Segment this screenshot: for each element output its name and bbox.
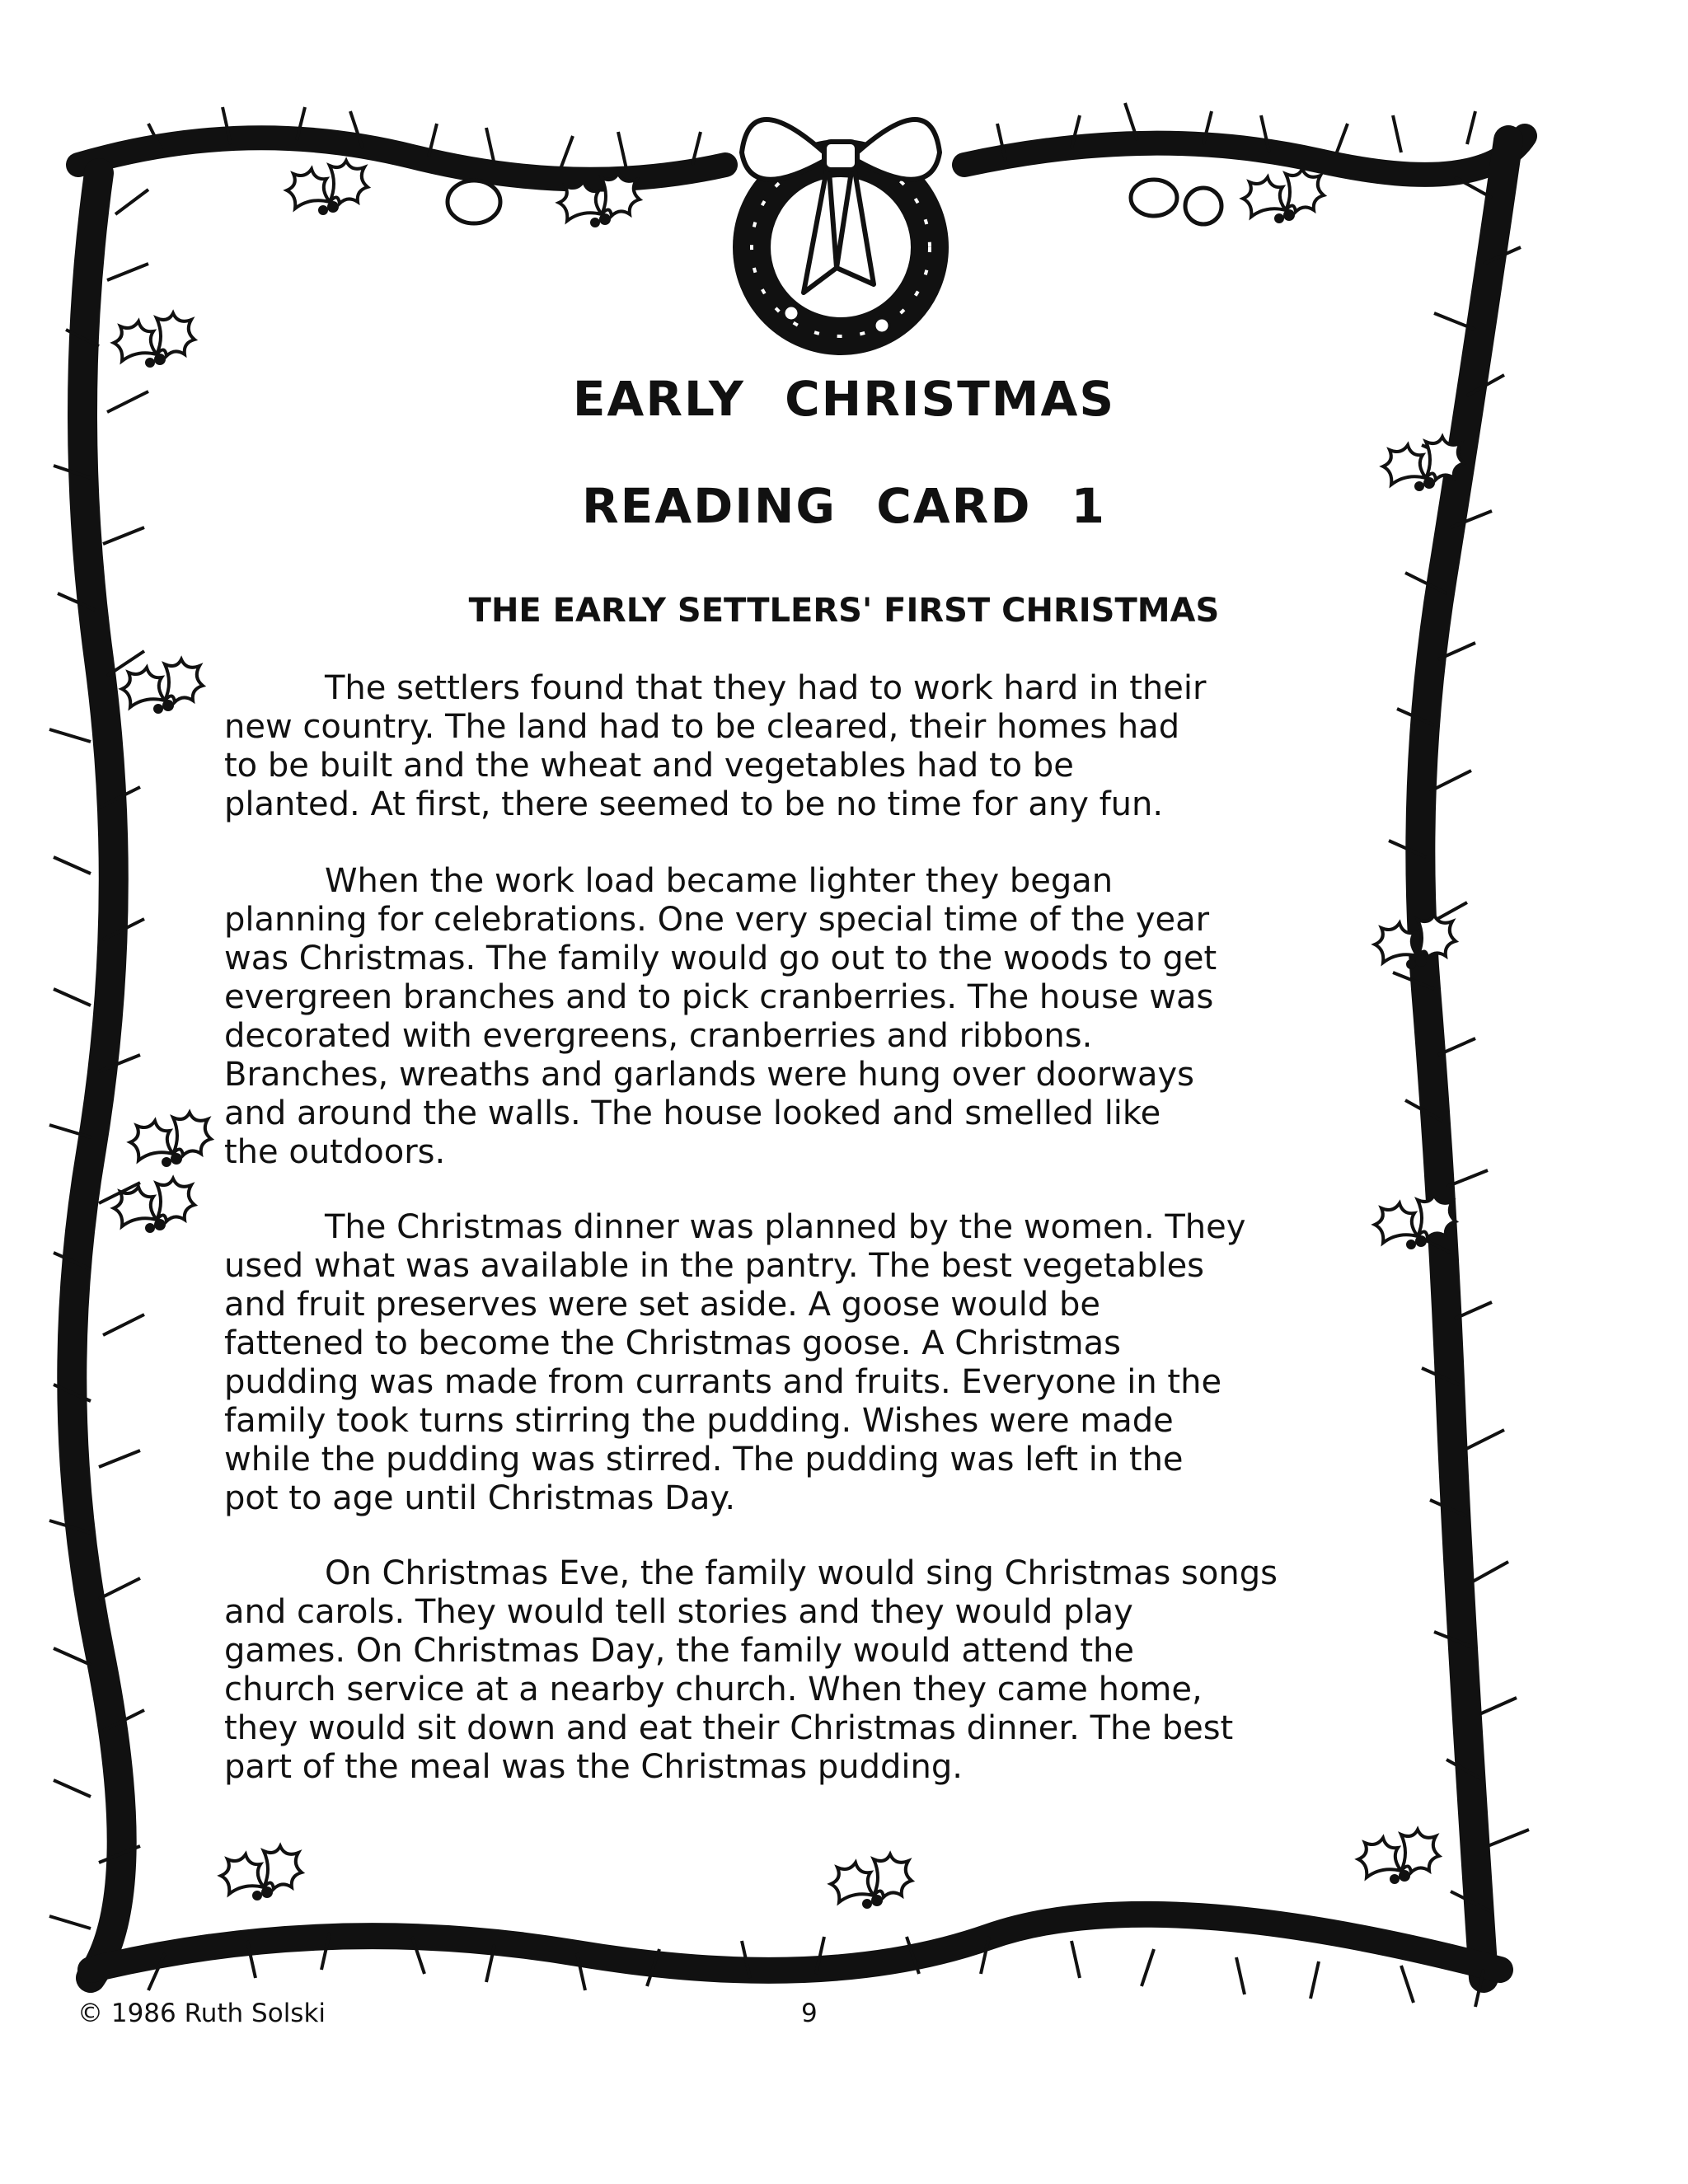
ornament-icon bbox=[1185, 188, 1221, 224]
story-line: and around the walls. The house looked and smelled like bbox=[224, 1094, 1161, 1132]
story-line: fattened to become the Christmas goose. A Christmas bbox=[224, 1324, 1121, 1362]
story-line: family took turns stirring the pudding. Wishes were made bbox=[224, 1402, 1174, 1440]
story-line: new country. The land had to be cleared, their homes had bbox=[224, 708, 1180, 746]
story-line: pot to age until Christmas Day. bbox=[224, 1479, 736, 1517]
page-number: 9 bbox=[801, 1999, 818, 2028]
story-paragraph bbox=[224, 669, 1395, 824]
ornament-icon bbox=[448, 180, 500, 223]
story-paragraph bbox=[224, 1208, 1395, 1518]
story-line: and fruit preserves were set aside. A goose would be bbox=[224, 1286, 1100, 1324]
holly-icon bbox=[221, 1846, 302, 1900]
story-line: and carols. They would tell stories and they would play bbox=[224, 1593, 1133, 1631]
story-line: to be built and the wheat and vegetables had to be bbox=[224, 747, 1074, 785]
story-line: The settlers found that they had to work hard in their bbox=[325, 669, 1207, 707]
story-line: was Christmas. The family would go out to the woods to get bbox=[224, 940, 1217, 977]
story-line: decorated with evergreens, cranberries and ribbons. bbox=[224, 1017, 1093, 1055]
holly-icon bbox=[122, 659, 203, 714]
holly-icon bbox=[1243, 169, 1324, 223]
story-line: they would sit down and eat their Christmas dinner. The best bbox=[224, 1709, 1234, 1747]
story-line: On Christmas Eve, the family would sing Christmas songs bbox=[325, 1554, 1278, 1592]
copyright-notice: © 1986 Ruth Solski bbox=[77, 1999, 326, 2028]
story-line: used what was available in the pantry. The best vegetables bbox=[224, 1247, 1205, 1285]
card-subtitle: READING CARD 1 bbox=[581, 478, 1107, 534]
story-line: part of the meal was the Christmas pudding. bbox=[224, 1748, 963, 1786]
story-heading: THE EARLY SETTLERS' FIRST CHRISTMAS bbox=[468, 592, 1220, 630]
story-line: planning for celebrations. One very special time of the year bbox=[224, 901, 1210, 939]
ornament-icon bbox=[1131, 180, 1177, 216]
holly-icon bbox=[287, 161, 368, 215]
card-title: EARLY CHRISTMAS bbox=[572, 371, 1116, 427]
story-line: Branches, wreaths and garlands were hung over doorways bbox=[224, 1056, 1195, 1094]
story-line: church service at a nearby church. When they came home, bbox=[224, 1671, 1203, 1708]
story-line: When the work load became lighter they began bbox=[325, 862, 1114, 900]
holly-icon bbox=[1358, 1830, 1439, 1884]
holly-icon bbox=[831, 1854, 912, 1909]
story-line: planted. At first, there seemed to be no time for any fun. bbox=[224, 785, 1164, 823]
story-paragraph bbox=[224, 1554, 1395, 1787]
story-line: The Christmas dinner was planned by the women. They bbox=[325, 1208, 1246, 1246]
story-line: while the pudding was stirred. The pudding was left in the bbox=[224, 1441, 1184, 1479]
holly-icon bbox=[114, 1179, 195, 1233]
holly-icon bbox=[130, 1113, 211, 1167]
story-line: pudding was made from currants and fruits. Everyone in the bbox=[224, 1363, 1222, 1401]
story-line: the outdoors. bbox=[224, 1133, 446, 1171]
story-line: games. On Christmas Day, the family would attend the bbox=[224, 1632, 1134, 1670]
holly-icon bbox=[114, 313, 195, 368]
story-line: evergreen branches and to pick cranberries. The house was bbox=[224, 978, 1214, 1016]
story-paragraph bbox=[224, 862, 1395, 1172]
